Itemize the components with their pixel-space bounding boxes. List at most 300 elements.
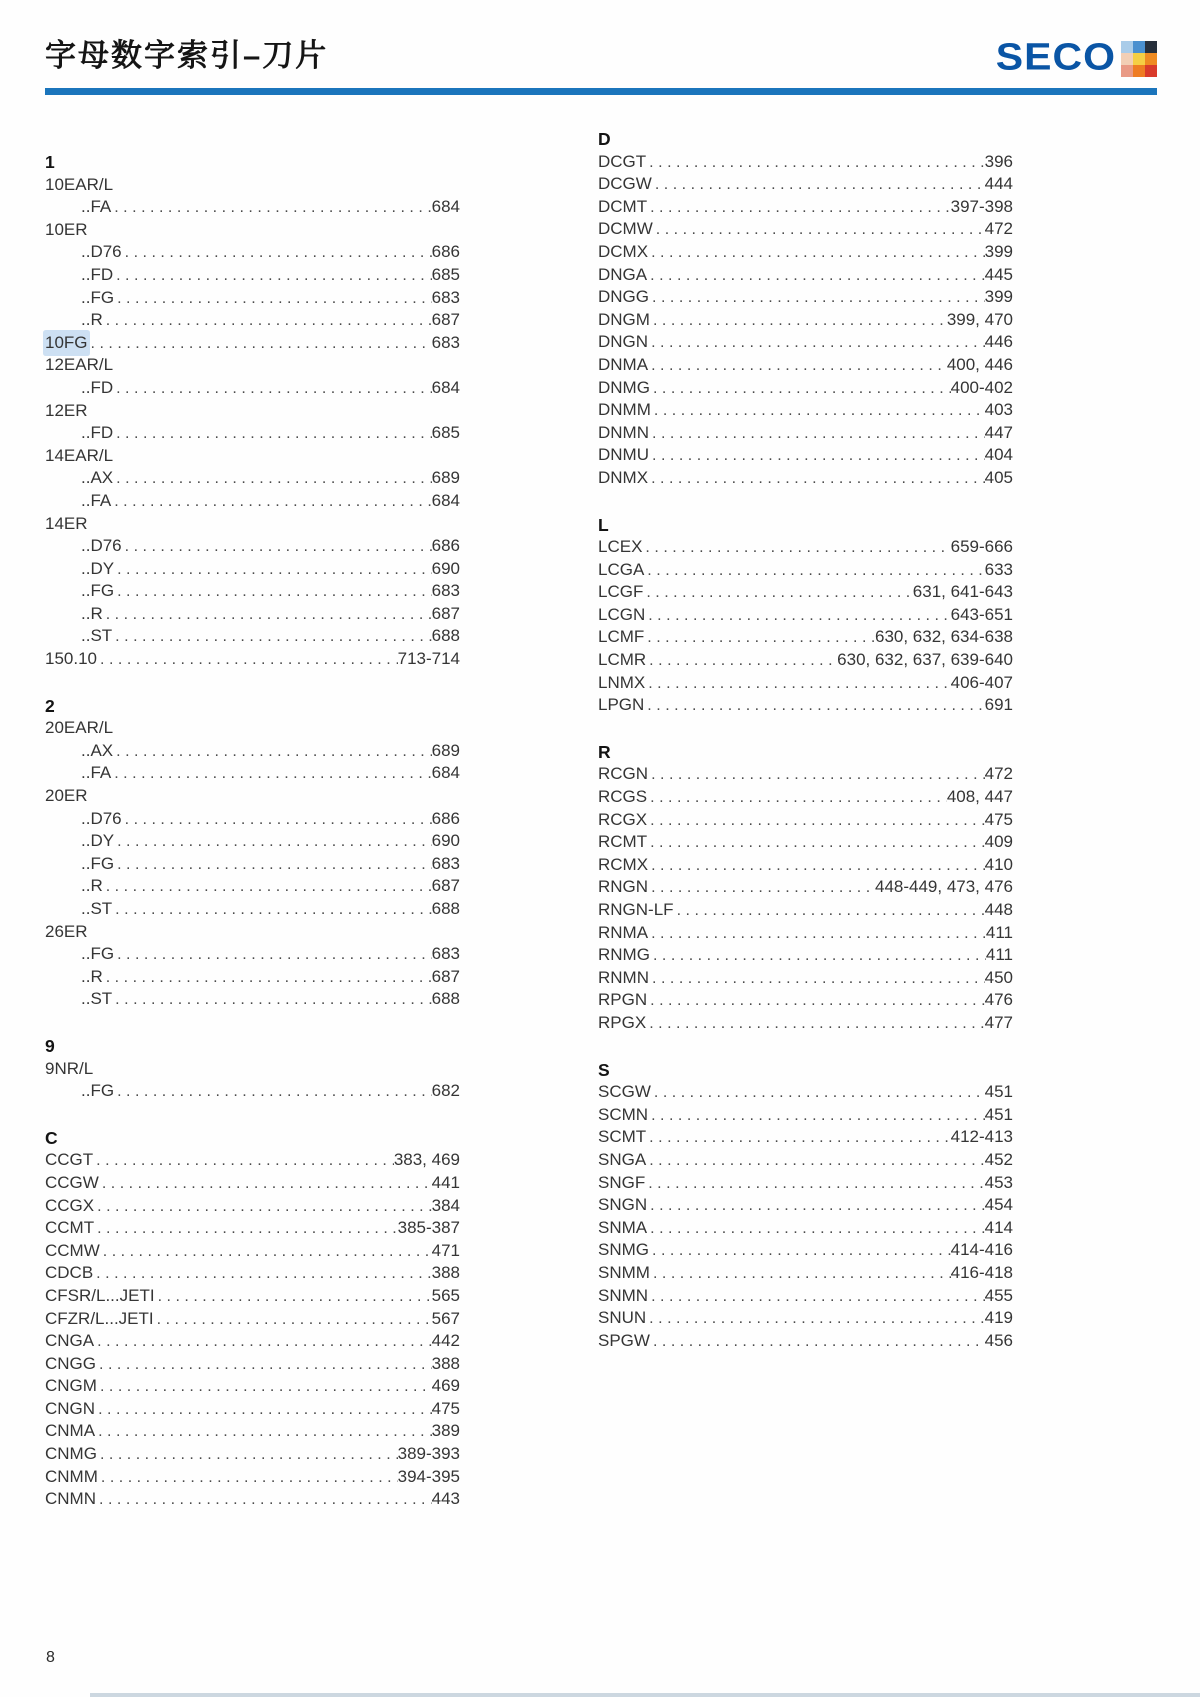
logo-square (1121, 65, 1133, 77)
index-entry (45, 1240, 460, 1263)
index-entry (45, 196, 460, 219)
dot-leader (651, 1082, 985, 1105)
entry-page-number: 443 (431, 1489, 460, 1509)
index-entry (45, 422, 460, 445)
entry-label: CDCB (45, 1263, 94, 1283)
entry-label: 150.10 (45, 649, 97, 669)
index-entry (45, 219, 460, 242)
index-section-D (598, 128, 1013, 490)
entry-page-number: 411 (985, 922, 1013, 942)
section-heading: 2 (45, 695, 55, 716)
dot-leader (103, 876, 432, 899)
index-entry (598, 354, 1013, 377)
entry-label: ..FG (81, 1081, 115, 1101)
index-entry (598, 626, 1013, 649)
dot-leader (103, 967, 432, 990)
dot-leader (646, 1308, 984, 1331)
dot-leader (648, 1286, 985, 1309)
dot-leader (645, 673, 950, 696)
index-entry (45, 535, 460, 558)
entry-page-number: 404 (984, 445, 1013, 465)
entry-page-number: 410 (984, 854, 1013, 874)
dot-leader (651, 400, 985, 423)
logo-square (1145, 65, 1157, 77)
entry-page-number: 416-418 (950, 1262, 1013, 1282)
dot-leader (647, 990, 985, 1013)
dot-leader (649, 445, 985, 468)
dot-leader (646, 650, 837, 673)
entry-page-number: 688 (431, 899, 460, 918)
dot-leader (650, 1331, 985, 1354)
dot-leader (94, 1196, 432, 1219)
dot-leader (644, 695, 984, 718)
entry-label: RCGN (598, 764, 649, 784)
dot-leader (642, 537, 950, 560)
index-entry (45, 490, 460, 513)
entry-page-number: 686 (431, 808, 460, 828)
entry-label: LCEX (598, 537, 643, 557)
entry-label: ..R (81, 876, 103, 896)
index-entry (598, 1194, 1013, 1217)
dot-leader (154, 1309, 432, 1332)
dot-leader (111, 763, 431, 786)
entry-label: LCMR (598, 650, 647, 670)
index-entry (598, 854, 1013, 877)
entry-label: 12EAR/L (45, 355, 114, 375)
index-entry (45, 898, 460, 921)
dot-leader (648, 1105, 985, 1128)
entry-page-number: 565 (431, 1285, 460, 1305)
entry-page-number: 630, 632, 634-638 (874, 627, 1013, 647)
entry-page-number: 567 (431, 1308, 460, 1328)
index-entry (598, 989, 1013, 1012)
entry-label: 10ER (45, 219, 88, 239)
entry-page-number: 419 (984, 1308, 1013, 1328)
entry-label: RCGX (598, 809, 648, 829)
entry-label: CNMM (45, 1466, 98, 1486)
entry-label: ..D76 (81, 242, 122, 262)
dot-leader (646, 152, 984, 175)
dot-leader (114, 559, 432, 582)
index-entry (45, 785, 460, 808)
entry-label: ..FG (81, 853, 115, 873)
entry-page-number: 713-714 (397, 649, 460, 669)
entry-label: LCGA (598, 559, 645, 579)
entry-label: DNMX (598, 467, 649, 487)
entry-label: RNMA (598, 922, 649, 942)
entry-label: RNGN (598, 877, 649, 897)
index-entry (598, 422, 1013, 445)
index-columns (45, 128, 1013, 1511)
index-entry (45, 1217, 460, 1240)
dot-leader (652, 174, 985, 197)
entry-page-number: 687 (431, 876, 460, 896)
entry-page-number: 475 (431, 1398, 460, 1418)
dot-leader (649, 423, 985, 446)
entry-page-number: 455 (984, 1285, 1013, 1305)
index-entry (598, 467, 1013, 490)
dot-leader (653, 219, 985, 242)
entry-label: DNGG (598, 287, 649, 307)
entry-page-number: 441 (431, 1172, 460, 1192)
index-entry (45, 762, 460, 785)
dot-leader (97, 1376, 432, 1399)
dot-leader (114, 581, 432, 604)
index-entry (598, 1172, 1013, 1195)
dot-leader (103, 604, 432, 627)
section-heading: 9 (45, 1035, 55, 1056)
entry-page-number: 631, 641-643 (912, 582, 1013, 602)
dot-leader (94, 1218, 398, 1241)
dot-leader (95, 1421, 432, 1444)
entry-label: SCGW (598, 1082, 651, 1102)
dot-leader (648, 877, 875, 900)
dot-leader (648, 355, 947, 378)
index-section-2 (45, 695, 460, 1011)
dot-leader (103, 310, 432, 333)
entry-label: ..DY (81, 558, 115, 578)
page-bottom-edge (90, 1693, 1200, 1697)
entry-page-number: 396 (984, 151, 1013, 171)
entry-label: CNMA (45, 1421, 96, 1441)
dot-leader (114, 944, 432, 967)
dot-leader (643, 582, 912, 605)
entry-label: 9NR/L (45, 1058, 94, 1078)
dot-leader (112, 626, 431, 649)
entry-label: CNMN (45, 1489, 96, 1509)
dot-leader (647, 197, 951, 220)
entry-label: DNMM (598, 400, 651, 420)
index-entry (45, 513, 460, 536)
dot-leader (650, 378, 951, 401)
entry-label: LPGN (598, 695, 645, 715)
entry-label-highlighted: 10FG (45, 332, 88, 355)
index-entry (598, 672, 1013, 695)
entry-label: SCMT (598, 1127, 647, 1147)
index-section-9 (45, 1035, 460, 1103)
entry-page-number: 445 (984, 264, 1013, 284)
entry-page-number: 409 (984, 832, 1013, 852)
entry-label: DCMW (598, 219, 653, 239)
index-entry (598, 876, 1013, 899)
entry-label: 26ER (45, 921, 88, 941)
index-entry (45, 603, 460, 626)
dot-leader (649, 968, 985, 991)
entry-label: SNGA (598, 1149, 647, 1169)
entry-label: CNGA (45, 1331, 95, 1351)
dot-leader (100, 1241, 432, 1264)
dot-leader (649, 287, 985, 310)
entry-label: CNGN (45, 1398, 96, 1418)
index-entry (45, 1330, 460, 1353)
entry-page-number: 475 (984, 809, 1013, 829)
entry-label: ..ST (81, 899, 113, 918)
entry-page-number: 447 (984, 422, 1013, 442)
index-entry (45, 717, 460, 740)
index-section-S (598, 1059, 1013, 1353)
entry-label: LCGN (598, 604, 646, 624)
index-entry (45, 1375, 460, 1398)
entry-page-number: 687 (431, 603, 460, 623)
index-entry (45, 875, 460, 898)
index-entry (598, 922, 1013, 945)
index-entry (45, 241, 460, 264)
entry-page-number: 451 (984, 1082, 1013, 1102)
entry-label: SNMN (598, 1285, 649, 1305)
entry-page-number: 684 (431, 763, 460, 783)
index-entry (45, 1398, 460, 1421)
index-entry (598, 1330, 1013, 1353)
entry-label: ..AX (81, 740, 114, 760)
entry-page-number: 397-398 (950, 196, 1013, 216)
entry-label: DNMN (598, 422, 649, 442)
index-entry (45, 966, 460, 989)
dot-leader (122, 536, 432, 559)
index-entry (45, 1420, 460, 1443)
entry-page-number: 388 (431, 1263, 460, 1283)
entry-page-number: 659-666 (950, 537, 1013, 557)
entry-page-number: 399, 470 (946, 309, 1013, 329)
entry-label: RPGX (598, 1012, 647, 1032)
entry-label: CNMG (45, 1444, 97, 1464)
index-entry (45, 1058, 460, 1081)
entry-page-number: 683 (431, 332, 460, 352)
index-entry (598, 309, 1013, 332)
entry-label: 20ER (45, 786, 88, 806)
entry-page-number: 684 (431, 197, 460, 217)
entry-label: ..R (81, 966, 103, 986)
index-entry (598, 1149, 1013, 1172)
entry-page-number: 682 (431, 1081, 460, 1101)
entry-label: ..ST (81, 989, 113, 1009)
entry-label: LNMX (598, 672, 646, 692)
entry-page-number: 684 (431, 490, 460, 510)
entry-label: SNMG (598, 1240, 649, 1260)
index-entry (598, 399, 1013, 422)
index-entry (45, 1262, 460, 1285)
entry-label: SPGW (598, 1330, 650, 1350)
index-entry (598, 1239, 1013, 1262)
entry-label: RNMN (598, 967, 649, 987)
index-entry (598, 1285, 1013, 1308)
entry-label: SNUN (598, 1308, 647, 1328)
entry-label: ..FD (81, 377, 114, 397)
entry-label: RNMG (598, 945, 650, 965)
index-entry (45, 580, 460, 603)
entry-page-number: 448-449, 473, 476 (874, 877, 1013, 897)
index-entry (598, 899, 1013, 922)
entry-label: ..FA (81, 197, 112, 217)
entry-page-number: 448 (984, 900, 1013, 919)
page-title: 字母数字索引–刀片 (45, 38, 329, 73)
index-entry (598, 581, 1013, 604)
entry-page-number: 477 (984, 1012, 1013, 1032)
dot-leader (111, 197, 431, 220)
index-entry (598, 604, 1013, 627)
entry-page-number: 687 (431, 310, 460, 330)
entry-page-number: 688 (431, 626, 460, 646)
index-entry (45, 943, 460, 966)
dot-leader (647, 810, 985, 833)
index-entry (45, 740, 460, 763)
dot-leader (122, 809, 432, 832)
index-column-left (45, 128, 460, 1511)
entry-page-number: 454 (984, 1195, 1013, 1215)
dot-leader (155, 1286, 432, 1309)
dot-leader (93, 1263, 431, 1286)
index-entry (45, 808, 460, 831)
footer-page-number: 8 (46, 1649, 55, 1666)
entry-page-number: 414-416 (950, 1240, 1013, 1260)
dot-leader (96, 1489, 432, 1512)
entry-label: DNGM (598, 309, 650, 329)
index-entry (598, 967, 1013, 990)
entry-page-number: 684 (431, 377, 460, 397)
entry-page-number: 388 (431, 1353, 460, 1373)
logo-square (1145, 53, 1157, 65)
dot-leader (646, 1013, 984, 1036)
entry-page-number: 472 (984, 219, 1013, 239)
dot-leader (98, 1467, 398, 1490)
section-heading: D (598, 129, 611, 149)
index-entry (598, 377, 1013, 400)
entry-label: SNMA (598, 1217, 648, 1237)
entry-page-number: 408, 447 (946, 787, 1013, 807)
entry-page-number: 683 (431, 287, 460, 307)
entry-page-number: 389 (431, 1421, 460, 1441)
entry-page-number: 446 (984, 332, 1013, 352)
entry-page-number: 405 (984, 467, 1013, 487)
entry-page-number: 687 (431, 966, 460, 986)
dot-leader (650, 1263, 951, 1286)
entry-label: DCGT (598, 151, 647, 171)
entry-page-number: 442 (431, 1331, 460, 1351)
entry-label: SCMN (598, 1104, 649, 1124)
dot-leader (645, 1173, 984, 1196)
entry-page-number: 686 (431, 536, 460, 556)
entry-page-number: 643-651 (950, 604, 1013, 624)
index-entry (598, 536, 1013, 559)
entry-page-number: 453 (984, 1172, 1013, 1192)
index-entry (598, 1217, 1013, 1240)
entry-label: 14EAR/L (45, 445, 114, 465)
entry-label: LCGF (598, 582, 644, 602)
entry-page-number: 412-413 (950, 1127, 1013, 1147)
index-entry (45, 354, 460, 377)
index-entry (45, 1308, 460, 1331)
index-entry (598, 151, 1013, 174)
entry-page-number: 683 (431, 853, 460, 873)
index-entry (598, 331, 1013, 354)
dot-leader (648, 764, 985, 787)
index-entry (598, 809, 1013, 832)
entry-page-number: 685 (431, 264, 460, 284)
index-entry (598, 218, 1013, 241)
index-entry (45, 174, 460, 197)
index-entry (45, 625, 460, 648)
entry-label: ..FA (81, 763, 112, 783)
entry-page-number: 688 (431, 989, 460, 1009)
dot-leader (113, 265, 432, 288)
index-entry (598, 1012, 1013, 1035)
dot-leader (650, 945, 986, 968)
index-entry (45, 921, 460, 944)
entry-label: CCGT (45, 1150, 94, 1170)
dot-leader (647, 1195, 985, 1218)
dot-leader (648, 242, 985, 265)
entry-label: RCMT (598, 832, 648, 852)
dot-leader (647, 832, 985, 855)
entry-page-number: 394-395 (397, 1466, 460, 1486)
section-heading: C (45, 1127, 58, 1148)
index-entry (598, 196, 1013, 219)
entry-page-number: 411 (985, 945, 1013, 965)
entry-page-number: 452 (984, 1149, 1013, 1169)
entry-page-number: 690 (431, 831, 460, 851)
index-entry (45, 1172, 460, 1195)
dot-leader (648, 468, 985, 491)
entry-label: ..FG (81, 944, 115, 964)
entry-page-number: 689 (431, 468, 460, 488)
entry-page-number: 389-393 (397, 1444, 460, 1464)
entry-page-number: 476 (984, 990, 1013, 1010)
index-entry (598, 1126, 1013, 1149)
index-entry (598, 173, 1013, 196)
logo-square (1145, 41, 1157, 53)
entry-label: DNMG (598, 377, 650, 397)
dot-leader (113, 423, 432, 446)
entry-label: SNGN (598, 1195, 648, 1215)
entry-page-number: 383, 469 (393, 1150, 460, 1170)
index-entry (45, 309, 460, 332)
dot-leader (114, 1081, 432, 1104)
entry-page-number: 690 (431, 558, 460, 578)
dot-leader (644, 560, 984, 583)
index-entry (45, 445, 460, 468)
entry-label: SNMM (598, 1262, 650, 1282)
entry-label: 20EAR/L (45, 718, 114, 738)
dot-leader (97, 1444, 398, 1467)
index-section-L (598, 514, 1013, 717)
entry-page-number: 456 (984, 1330, 1013, 1350)
entry-page-number: 686 (431, 242, 460, 262)
entry-label: 12ER (45, 400, 88, 420)
dot-leader (646, 1127, 950, 1150)
index-entry (45, 1353, 460, 1376)
entry-label: DCGW (598, 174, 652, 194)
entry-label: ..R (81, 310, 103, 330)
dot-leader (93, 1150, 394, 1173)
dot-leader (88, 333, 432, 356)
entry-page-number: 451 (984, 1104, 1013, 1124)
entry-label: DNGA (598, 264, 648, 284)
dot-leader (648, 855, 985, 878)
index-entry (45, 467, 460, 490)
index-entry (598, 241, 1013, 264)
header-rule (45, 88, 1157, 95)
entry-label: DNGN (598, 332, 649, 352)
section-heading: L (598, 514, 609, 535)
index-entry (598, 763, 1013, 786)
index-entry (45, 1080, 460, 1103)
section-heading: R (598, 741, 611, 762)
dot-leader (645, 605, 950, 628)
index-entry (45, 1488, 460, 1511)
index-entry (598, 1081, 1013, 1104)
index-entry (45, 287, 460, 310)
entry-label: CNGG (45, 1353, 96, 1373)
entry-page-number: 469 (431, 1376, 460, 1396)
